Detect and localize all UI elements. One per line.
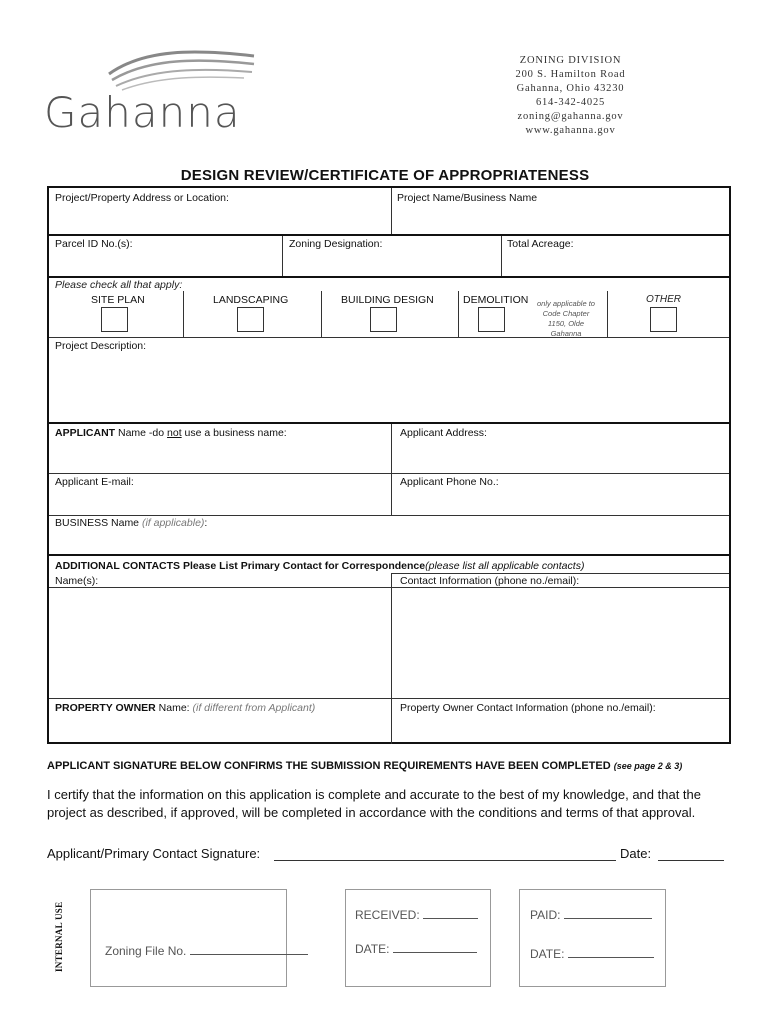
project-description-label: Project Description: <box>55 340 147 352</box>
received-date-label: DATE: <box>355 942 477 956</box>
contact-info-label: Contact Information (phone no./email): <box>400 575 580 587</box>
zoning-contact-block <box>498 54 643 138</box>
certification-heading: APPLICANT SIGNATURE BELOW CONFIRMS THE SUBMISSION REQUIREMENTS HAVE BEEN COMPLETED (see page 2 & 3) <box>47 760 683 772</box>
applicant-phone-label: Applicant Phone No.: <box>400 476 499 488</box>
project-name-field[interactable] <box>392 188 729 234</box>
paid-date-line[interactable] <box>568 948 654 958</box>
divider <box>458 291 459 337</box>
application-form <box>47 186 731 744</box>
applicant-phone-field[interactable] <box>392 474 729 516</box>
divider <box>391 573 729 574</box>
wave-logo-icon <box>104 44 334 94</box>
names-label: Name(s): <box>55 575 99 587</box>
site-plan-label: SITE PLAN <box>91 294 145 306</box>
zoning-designation-field[interactable] <box>283 236 501 276</box>
site-plan-checkbox[interactable] <box>101 307 128 332</box>
contact-website[interactable]: www.gahanna.gov <box>525 125 616 136</box>
property-owner-field[interactable] <box>49 699 391 744</box>
received-label: RECEIVED: <box>355 908 478 922</box>
signature-label: Applicant/Primary Contact Signature: <box>47 846 261 861</box>
received-date-line[interactable] <box>393 943 477 953</box>
zoning-file-label: Zoning File No. <box>105 944 308 958</box>
building-design-label: BUILDING DESIGN <box>341 294 434 306</box>
contact-line: ZONING DIVISION <box>519 55 622 66</box>
total-acreage-field[interactable] <box>502 236 729 276</box>
building-design-checkbox[interactable] <box>370 307 397 332</box>
divider <box>49 554 729 556</box>
contact-email[interactable]: zoning@gahanna.gov <box>517 111 624 122</box>
signature-date-line[interactable] <box>658 860 724 861</box>
business-name-field[interactable] <box>49 516 729 554</box>
applicant-email-label: Applicant E-mail: <box>55 476 134 488</box>
paid-line[interactable] <box>564 909 652 919</box>
zoning-file-line[interactable] <box>190 945 308 955</box>
page-title: DESIGN REVIEW/CERTIFICATE OF APPROPRIATENESS <box>180 167 590 184</box>
other-checkbox[interactable] <box>650 307 677 332</box>
additional-contact-info-field[interactable] <box>392 588 729 698</box>
business-name-label: BUSINESS Name (if applicable): <box>55 517 208 529</box>
owner-contact-field[interactable] <box>392 699 729 744</box>
applicant-address-label: Applicant Address: <box>400 427 487 439</box>
owner-contact-label: Property Owner Contact Information (phone no./email): <box>400 702 656 714</box>
contact-line: 614-342-4025 <box>535 97 606 108</box>
parcel-id-label: Parcel ID No.(s): <box>55 238 133 250</box>
paid-label: PAID: <box>530 908 652 922</box>
divider <box>183 291 184 337</box>
paid-box <box>519 889 666 987</box>
received-box <box>345 889 491 987</box>
additional-contacts-label: ADDITIONAL CONTACTS Please List Primary Contact for Correspondence(please list all applicable contacts) <box>55 560 585 572</box>
project-address-label: Project/Property Address or Location: <box>55 192 229 204</box>
applicant-name-label: APPLICANT Name -do not use a business name: <box>55 427 287 439</box>
demolition-label: DEMOLITION <box>463 294 529 306</box>
total-acreage-label: Total Acreage: <box>507 238 574 250</box>
landscaping-checkbox[interactable] <box>237 307 264 332</box>
demolition-note: only applicable to Code Chapter 1150, Olde Gahanna <box>537 299 595 338</box>
additional-names-field[interactable] <box>49 588 391 698</box>
divider <box>607 291 608 337</box>
landscaping-label: LANDSCAPING <box>213 294 289 306</box>
divider <box>49 276 729 278</box>
zoning-designation-label: Zoning Designation: <box>289 238 383 250</box>
received-line[interactable] <box>423 909 478 919</box>
gahanna-logo <box>44 44 274 136</box>
applicant-email-field[interactable] <box>49 474 391 516</box>
zoning-file-box <box>90 889 287 987</box>
internal-use-label: INTERNAL USE <box>54 901 64 972</box>
other-label: OTHER <box>646 294 681 305</box>
applicant-name-field[interactable] <box>49 424 391 472</box>
project-name-label: Project Name/Business Name <box>397 192 538 204</box>
contact-line: Gahanna, Ohio 43230 <box>516 83 625 94</box>
certification-statement: I certify that the information on this application is complete and accurate to the best of my knowledge, and that the project as described, if approved, will be completed in accordance with the conditions and terms of that approval. <box>47 787 701 820</box>
project-description-field[interactable] <box>49 338 729 422</box>
divider <box>321 291 322 337</box>
check-all-label: Please check all that apply: <box>55 279 183 291</box>
contact-line: 200 S. Hamilton Road <box>515 69 626 80</box>
demolition-checkbox[interactable] <box>478 307 505 332</box>
parcel-id-field[interactable] <box>49 236 282 276</box>
property-owner-label: PROPERTY OWNER Name: (if different from Applicant) <box>55 702 316 714</box>
logo-wordmark: Gahanna <box>44 88 241 137</box>
signature-line[interactable] <box>274 860 616 861</box>
paid-date-label: DATE: <box>530 947 654 961</box>
applicant-address-field[interactable] <box>392 424 729 472</box>
date-label: Date: <box>620 846 652 861</box>
project-address-field[interactable] <box>49 188 391 234</box>
